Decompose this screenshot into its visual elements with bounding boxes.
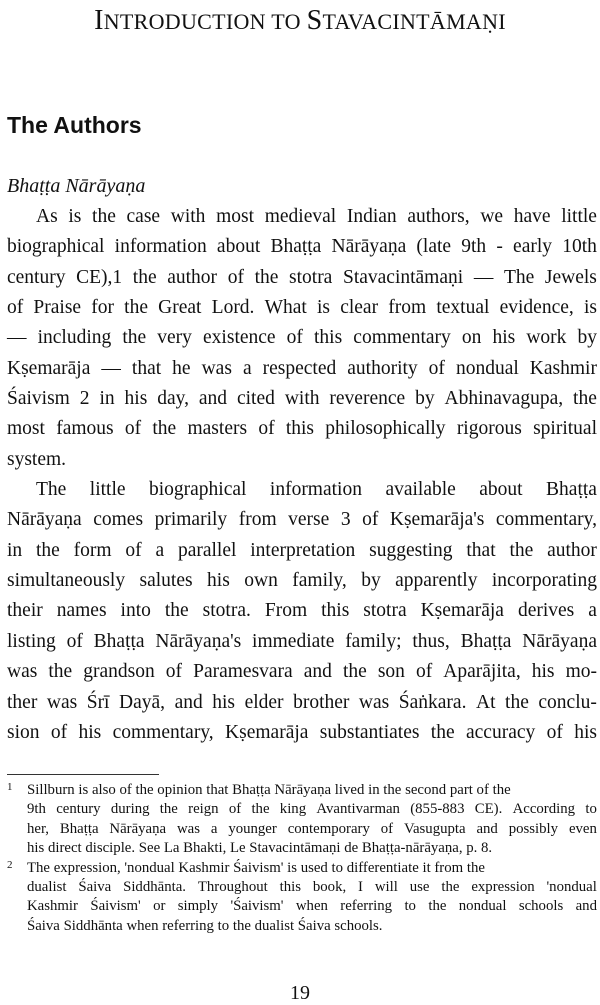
title-initial-s: S — [306, 5, 323, 36]
text-line: ther was Śrī Dayā, and his elder brother was Śaṅkara. At the conclu- — [7, 691, 597, 713]
title-initial-i: I — [94, 5, 104, 36]
text-line: — including the very existence of this commentary on his work by — [7, 327, 597, 349]
title-part-stavacintamani: TAVACINTĀMAṆI — [322, 9, 506, 34]
footnote-mark-1: 1 — [7, 781, 13, 793]
text-line: century CE),1 the author of the stotra Stavacintāmaṇi — The Jewels — [7, 266, 597, 288]
page-number: 19 — [290, 982, 310, 1004]
footnote-line: 9th century during the reign of the king Avantivarman (855-883 CE). According to — [27, 801, 597, 818]
text-line: biographical information about Bhaṭṭa Nārāyaṇa (late 9th - early 10th — [7, 236, 597, 258]
footnote-line: her, Bhaṭṭa Nārāyaṇa was a younger contemporary of Vasugupta and possibly even — [27, 820, 597, 837]
text-line: As is the case with most medieval Indian authors, we have little — [36, 206, 597, 227]
footnote-line — [7, 859, 597, 878]
text-line: Śaivism 2 in his day, and cited with reverence by Abhinavagupa, the — [7, 388, 597, 410]
text-line: in the form of a parallel interpretation suggesting that the author — [7, 539, 597, 561]
text-line: Nārāyaṇa comes primarily from verse 3 of Kṣemarāja's commentary, — [7, 509, 597, 531]
footnote-line: dualist Śaiva Siddhānta. Throughout this book, I will use the expression 'nondual — [27, 878, 597, 895]
subheading-author: Bhaṭṭa Nārāyaṇa — [7, 175, 146, 197]
footnote-line — [7, 781, 597, 800]
footnote-text: Sillburn is also of the opinion that Bhaṭṭa Nārāyaṇa lived in the second part of the — [27, 782, 511, 798]
footnote-rule — [7, 774, 159, 775]
footnote-line: Kashmir Śaivism' or simply 'Śaivism' when referring to the nondual schools and — [27, 898, 597, 915]
text-line: The little biographical information available about Bhaṭṭa — [36, 479, 597, 501]
text-line: listing of Bhaṭṭa Nārāyaṇa's immediate family; thus, Bhaṭṭa Nārāyaṇa — [7, 630, 597, 652]
footnotes — [7, 781, 597, 936]
footnote-text: The expression, 'nondual Kashmir Śaivism' is used to differentiate it from the — [27, 859, 485, 876]
footnote-mark-2: 2 — [7, 858, 13, 871]
title-part-introduction: NTRODUCTION TO — [103, 9, 307, 34]
chapter-title — [0, 4, 600, 38]
body-text — [7, 202, 597, 748]
text-line: sion of his commentary, Kṣemarāja substantiates the accuracy of his — [7, 721, 597, 743]
text-line: simultaneously salutes his own family, by apparently incorporating — [7, 570, 597, 592]
footnote-line: his direct disciple. See La Bhakti, Le Stavacintāmaṇi de Bhaṭṭa-nārāyaṇa, p. 8. — [27, 840, 493, 857]
text-line: most famous of the masters of this philosophically rigorous spiritual — [7, 418, 597, 440]
section-heading: The Authors — [7, 112, 142, 138]
text-line: of Praise for the Great Lord. What is clear from textual evidence, is — [7, 297, 597, 319]
text-line: was the grandson of Paramesvara and the son of Aparājita, his mo- — [7, 661, 597, 683]
text-line: system. — [7, 448, 67, 470]
text-line: their names into the stotra. From this stotra Kṣemarāja derives a — [7, 600, 597, 622]
text-line: Kṣemarāja — that he was a respected authority of nondual Kashmir — [7, 357, 597, 379]
footnote-line: Śaiva Siddhānta when referring to the dualist Śaiva schools. — [27, 917, 383, 934]
